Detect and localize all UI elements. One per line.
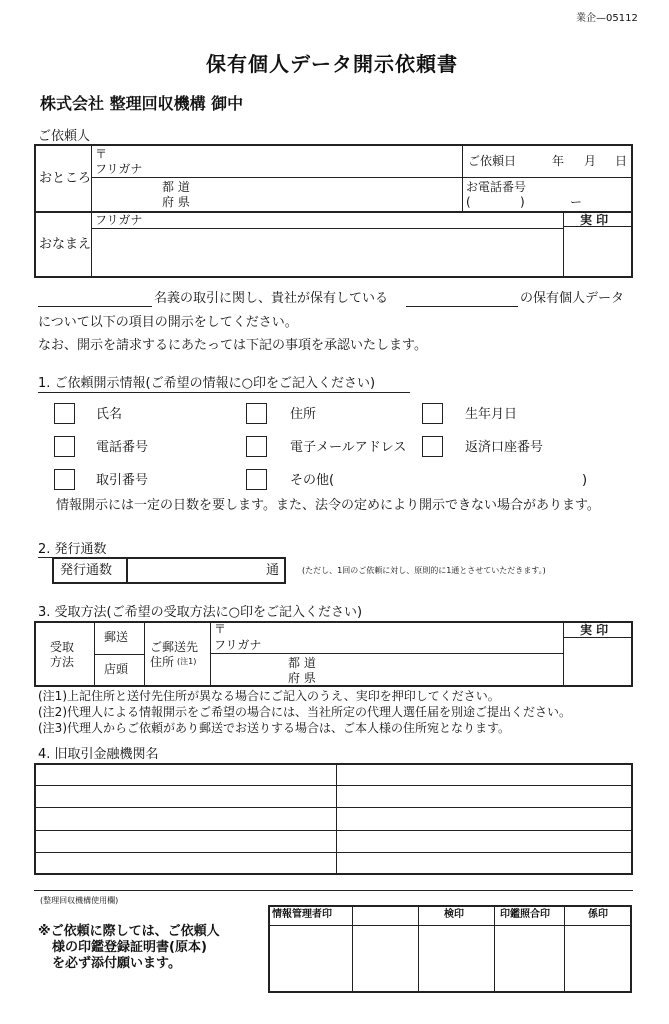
statement-line1-part2: の保有個人データ [520, 291, 625, 306]
option-address-label: 住所 [290, 407, 317, 422]
checkbox-transaction-number[interactable] [54, 469, 75, 490]
note-2: (注2)代理人による情報開示をご希望の場合には、当社所定の代理人選任届を別途ご提出ください。 [38, 705, 572, 719]
institution-cell[interactable] [338, 809, 631, 829]
section1-note: 情報開示には一定の日数を要します。また、法令の定めにより開示できない場合があります。 [56, 498, 600, 513]
delivery-prefecture-bottom: 府 県 [288, 671, 316, 685]
option-repayment-account-label: 返済口座番号 [465, 440, 544, 455]
name-furigana-label: フリガナ [95, 213, 143, 227]
section2-heading: 2. 発行通数 [38, 542, 107, 557]
copies-label: 発行通数 [60, 563, 113, 578]
month-label: 月 [584, 154, 597, 168]
copies-note: (ただし、1回のご依頼に対し、原則的に1通とさせていただきます。) [302, 566, 546, 575]
institution-cell[interactable] [36, 809, 334, 829]
option-email-label: 電子メールアドレス [290, 440, 407, 455]
phone-label: お電話番号 [466, 180, 527, 194]
form-code: 業企—05112 [576, 13, 638, 24]
checkbox-repayment-account[interactable] [422, 436, 443, 457]
mail-option-label: 郵送 [104, 630, 129, 644]
method-label-top: 受取 [50, 640, 75, 654]
checkbox-name[interactable] [54, 403, 75, 424]
delivery-furigana-label: フリガナ [214, 638, 262, 652]
page-title: 保有個人データ開示依頼書 [206, 52, 458, 76]
section1-heading: 1. ご依頼開示情報(ご希望の情報に○印をご記入ください) [38, 376, 376, 391]
option-name-label: 氏名 [96, 407, 123, 422]
section3-heading: 3. 受取方法(ご希望の受取方法に○印をご記入ください) [38, 605, 363, 620]
institution-cell[interactable] [36, 787, 334, 806]
notice-line2: 様の印鑑登録証明書(原本) [52, 940, 207, 955]
requester-section-label: ご依頼人 [38, 129, 91, 144]
name-blank-line [38, 306, 152, 307]
checkbox-address[interactable] [246, 403, 267, 424]
address-label: おところ [39, 171, 92, 186]
copies-unit: 通 [266, 563, 280, 578]
checkbox-phone[interactable] [54, 436, 75, 457]
statement-line2: について以下の項目の開示をしてください。 [38, 315, 298, 330]
section1-heading-underline [38, 392, 410, 393]
name-label: おなまえ [39, 237, 92, 252]
staff-seal-header: 係印 [588, 909, 608, 920]
checkbox-birthdate[interactable] [422, 403, 443, 424]
notice-line1: ※ご依頼に際しては、ご依頼人 [38, 924, 220, 939]
institution-cell[interactable] [338, 832, 631, 851]
note-1: (注1)上記住所と送付先住所が異なる場合にご記入のうえ、実印を押印してください。 [38, 689, 500, 703]
year-label: 年 [552, 154, 565, 168]
phone-open-paren: ( [466, 195, 471, 209]
inspection-seal-header: 検印 [444, 909, 464, 920]
address-furigana-label: フリガナ [95, 162, 143, 176]
copies-input[interactable] [130, 560, 260, 581]
prefecture-top: 都 道 [162, 180, 190, 194]
office-use-divider [34, 890, 633, 891]
checkbox-other[interactable] [246, 469, 267, 490]
option-other-label: その他( [290, 473, 335, 488]
institution-blank-line [406, 306, 518, 307]
info-manager-seal-header: 情報管理者印 [272, 909, 332, 920]
option-transaction-number-label: 取引番号 [96, 473, 149, 488]
prefecture-bottom: 府 県 [162, 195, 190, 209]
section4-heading: 4. 旧取引金融機関名 [38, 747, 159, 762]
office-use-label: (整理回収機構使用欄) [40, 896, 119, 905]
option-other-close-paren: ) [582, 473, 588, 488]
counter-option-label: 店頭 [104, 662, 129, 676]
delivery-postal-mark: 〒 [214, 622, 227, 636]
seal-verification-header: 印鑑照合印 [500, 909, 550, 920]
requester-seal-label: 実 印 [580, 213, 609, 227]
institution-cell[interactable] [338, 787, 631, 806]
destination-label-bottom: 住所 [150, 655, 175, 669]
institution-cell[interactable] [338, 854, 631, 873]
statement-line3: なお、開示を請求するにあたっては下記の事項を承認いたします。 [38, 338, 427, 353]
request-date-label: ご依頼日 [468, 154, 517, 168]
institution-cell[interactable] [36, 765, 334, 784]
addressee: 株式会社 整理回収機構 御中 [40, 94, 244, 113]
institution-cell[interactable] [36, 832, 334, 851]
phone-dash: ー [570, 195, 583, 209]
checkbox-email[interactable] [246, 436, 267, 457]
notice-line3: を必ず添付願います。 [52, 956, 181, 971]
destination-label-top: ご郵送先 [150, 640, 199, 654]
note-3: (注3)代理人からご依頼があり郵送でお送りする場合は、ご本人様の住所宛となります。 [38, 721, 511, 735]
institution-cell[interactable] [36, 854, 334, 873]
method-label-bottom: 方法 [50, 655, 75, 669]
postal-mark: 〒 [95, 147, 108, 161]
statement-line1-part1: 名義の取引に関し、貴社が保有している [154, 291, 389, 306]
counter-option[interactable] [96, 656, 142, 685]
option-phone-label: 電話番号 [96, 440, 149, 455]
mail-option[interactable] [96, 623, 142, 652]
delivery-seal-label: 実 印 [580, 623, 609, 637]
institution-cell[interactable] [338, 765, 631, 784]
day-label: 日 [615, 154, 628, 168]
destination-note-mark: (注1) [177, 657, 197, 666]
delivery-prefecture-top: 都 道 [288, 656, 316, 670]
option-birthdate-label: 生年月日 [465, 407, 518, 422]
phone-close-paren: ) [520, 195, 525, 209]
